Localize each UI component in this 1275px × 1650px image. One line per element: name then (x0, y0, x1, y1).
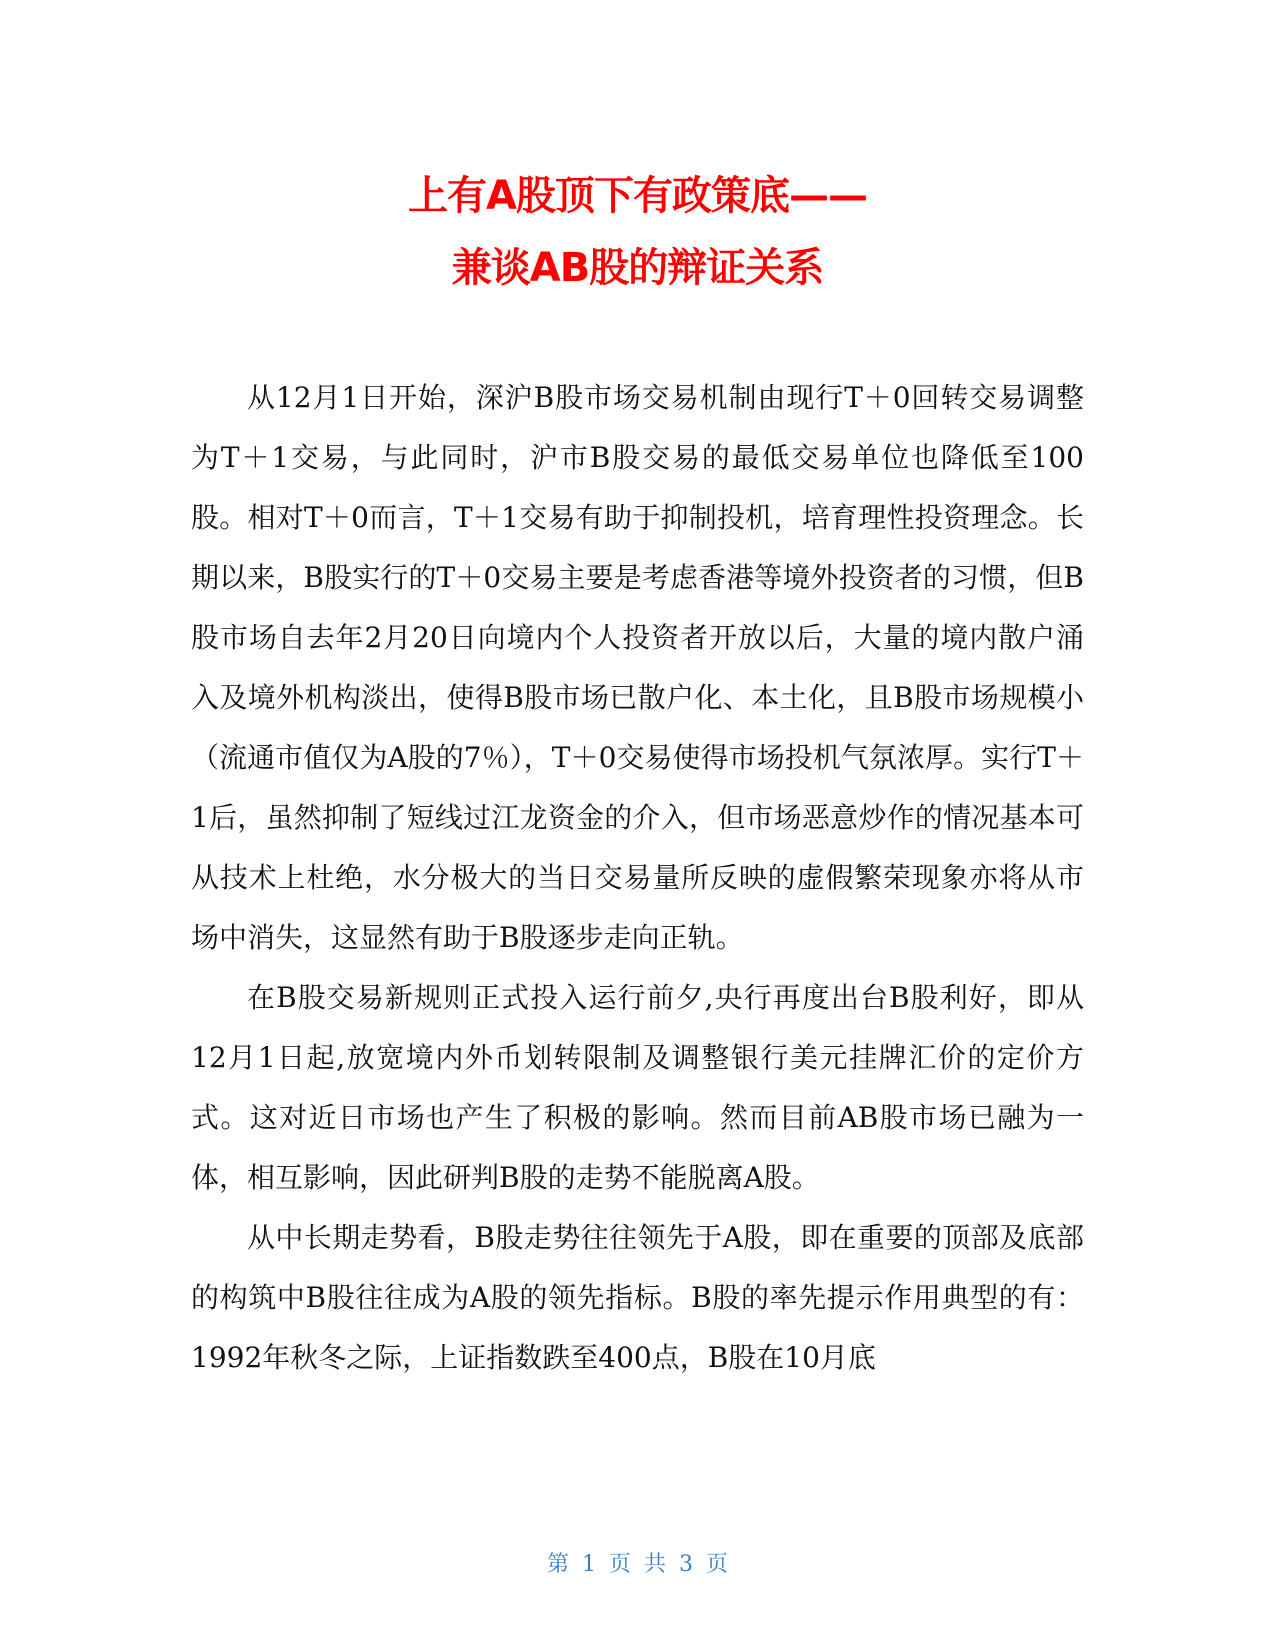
page-number-footer: 第 1 页 共 3 页 (547, 1552, 728, 1577)
document-body (191, 368, 1084, 1388)
paragraph-3: 从中长期走势看，B股走势往往领先于A股，即在重要的顶部及底部的构筑中B股往往成为A股的领先指标。B股的率先提示作用典型的有：1992年秋冬之际，上证指数跌至400点，B股在10月底 (191, 1221, 1084, 1374)
paragraph-2: 在B股交易新规则正式投入运行前夕,央行再度出台B股利好，即从12月1日起,放宽境内外币划转限制及调整银行美元挂牌汇价的定价方式。这对近日市场也产生了积极的影响。然而目前AB股市场已融为一体，相互影响，因此研判B股的走势不能脱离A股。 (191, 981, 1084, 1194)
title-line-1: 上有A股顶下有政策底—— (408, 173, 867, 219)
document-title (0, 160, 1275, 304)
title-line-2: 兼谈AB股的辩证关系 (451, 245, 824, 291)
paragraph-1: 从12月1日开始，深沪B股市场交易机制由现行T＋0回转交易调整为T＋1交易，与此同时，沪市B股交易的最低交易单位也降低至100股。相对T＋0而言，T＋1交易有助于抑制投机，培育理性投资理念。长期以来，B股实行的T＋0交易主要是考虑香港等境外投资者的习惯，但B股市场自去年2月20日向境内个人投资者开放以后，大量的境内散户涌入及境外机构淡出，使得B股市场已散户化、本土化，且B股市场规模小（流通市值仅为A股的7％），T＋0交易使得市场投机气氛浓厚。实行T＋1后，虽然抑制了短线过江龙资金的介入，但市场恶意炒作的情况基本可从技术上杜绝，水分极大的当日交易量所反映的虚假繁荣现象亦将从市场中消失，这显然有助于B股逐步走向正轨。 (191, 381, 1084, 954)
